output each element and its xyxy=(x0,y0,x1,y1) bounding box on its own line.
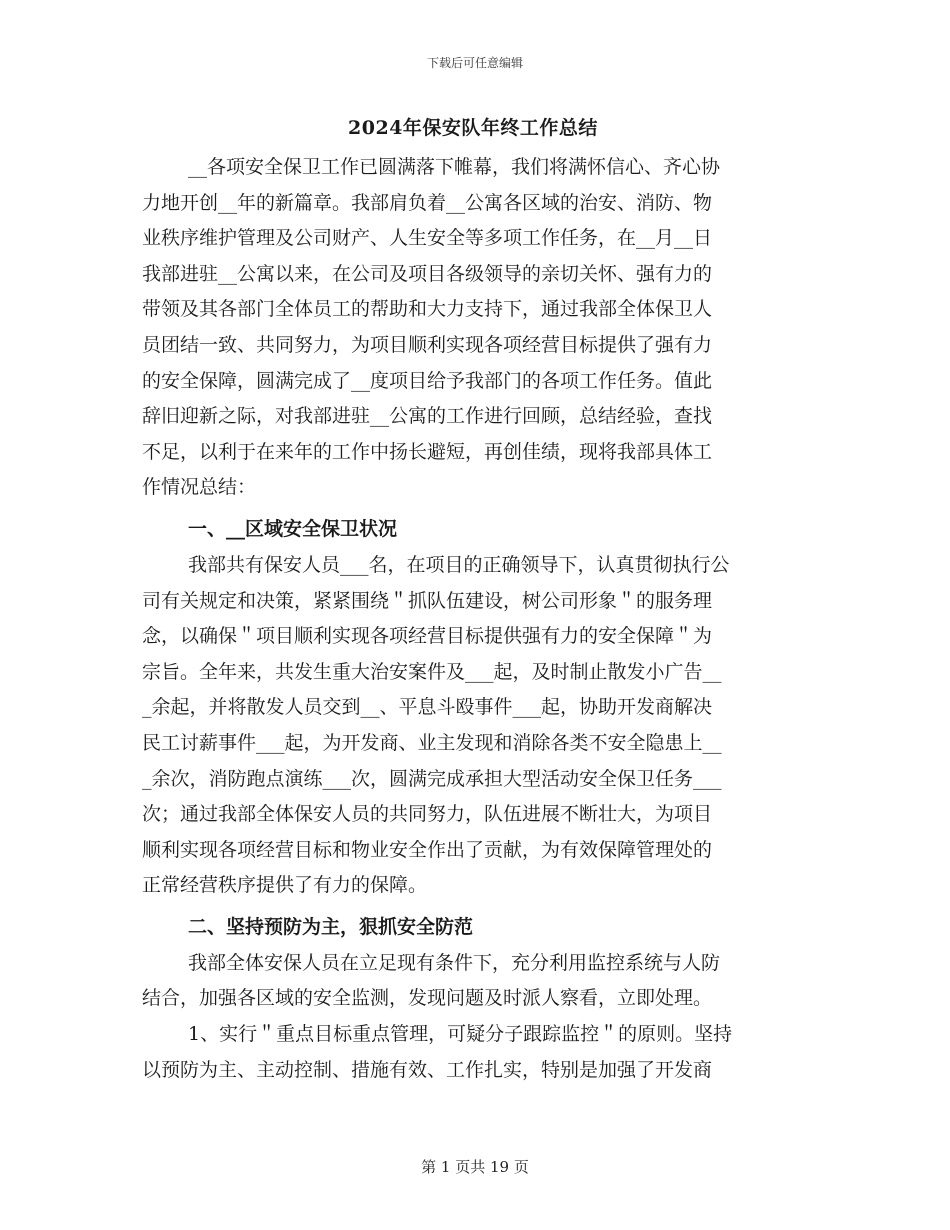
paragraph-line: 次；通过我部全体保安人员的共同努力，队伍进展不断壮大，为项目 xyxy=(142,803,713,826)
paragraph-line: 司有关规定和决策，紧紧围绕＂抓队伍建设，树公司形象＂的服务理 xyxy=(142,589,713,612)
document-title: 2024年保安队年终工作总结 xyxy=(348,117,598,139)
paragraph-line: 带领及其各部门全体员工的帮助和大力支持下，通过我部全体保卫人 xyxy=(142,298,713,321)
section-heading: 一、__区域安全保卫状况 xyxy=(188,517,398,540)
paragraph-line: 正常经营秩序提供了有力的保障。 xyxy=(142,874,428,897)
paragraph-line: 民工讨薪事件___起，为开发商、业主发现和消除各类不安全隐患上__ xyxy=(142,731,722,754)
paragraph-line: 1、实行＂重点目标重点管理，可疑分子跟踪监控＂的原则。坚持 xyxy=(188,1023,733,1046)
paragraph-line: 宗旨。全年来，共发生重大治安案件及___起，及时制止散发小广告__ xyxy=(142,660,722,683)
paragraph-line: 业秩序维护管理及公司财产、人生安全等多项工作任务，在__月__日 xyxy=(142,227,713,250)
paragraph-line: 力地开创__年的新篇章。我部肩负着__公寓各区域的治安、消防、物 xyxy=(142,191,713,214)
paragraph-line: 我部全体安保人员在立足现有条件下，充分利用监控系统与人防 xyxy=(188,951,721,974)
paragraph-line: 结合，加强各区域的安全监测，发现问题及时派人察看，立即处理。 xyxy=(142,987,713,1010)
paragraph-line: 员团结一致、共同努力，为项目顺利实现各项经营目标提供了强有力 xyxy=(142,333,713,356)
paragraph-line: 不足，以利于在来年的工作中扬长避短，再创佳绩，现将我部具体工 xyxy=(142,440,713,463)
paragraph-line: 我部进驻__公寓以来，在公司及项目各级领导的亲切关怀、强有力的 xyxy=(142,262,713,285)
section1-paragraph xyxy=(142,548,804,904)
paragraph-line: 念，以确保＂项目顺利实现各项经营目标提供强有力的安全保障＂为 xyxy=(142,625,713,648)
section2-paragraph xyxy=(142,946,804,1017)
page-header-note: 下载后可任意编辑 xyxy=(426,56,523,70)
paragraph-line: 顺利实现各项经营目标和物业安全作出了贡献，为有效保障管理处的 xyxy=(142,838,713,861)
paragraph-line: 我部共有保安人员___名，在项目的正确领导下，认真贯彻执行公 xyxy=(188,553,730,576)
page-number: 第 1 页共 19 页 xyxy=(421,1158,529,1176)
paragraph-line: __各项安全保卫工作已圆满落下帷幕，我们将满怀信心、齐心协 xyxy=(188,156,721,178)
document-body xyxy=(142,112,804,1088)
paragraph-line: 作情况总结： xyxy=(142,476,257,499)
intro-paragraph xyxy=(142,150,804,506)
paragraph-line: 的安全保障，圆满完成了__度项目给予我部门的各项工作任务。值此 xyxy=(142,369,713,392)
paragraph-line: _余起，并将散发人员交到__、平息斗殴事件___起，协助开发商解决 xyxy=(142,696,713,719)
section2-item1-paragraph xyxy=(142,1017,804,1088)
paragraph-line: _余次，消防跑点演练___次，圆满完成承担大型活动安全保卫任务___ xyxy=(142,767,722,790)
paragraph-line: 以预防为主、主动控制、措施有效、工作扎实，特别是加强了开发商 xyxy=(142,1058,713,1081)
section-heading: 二、坚持预防为主，狠抓安全防范 xyxy=(188,915,474,938)
paragraph-line: 辞旧迎新之际，对我部进驻__公寓的工作进行回顾，总结经验，查找 xyxy=(142,405,713,428)
